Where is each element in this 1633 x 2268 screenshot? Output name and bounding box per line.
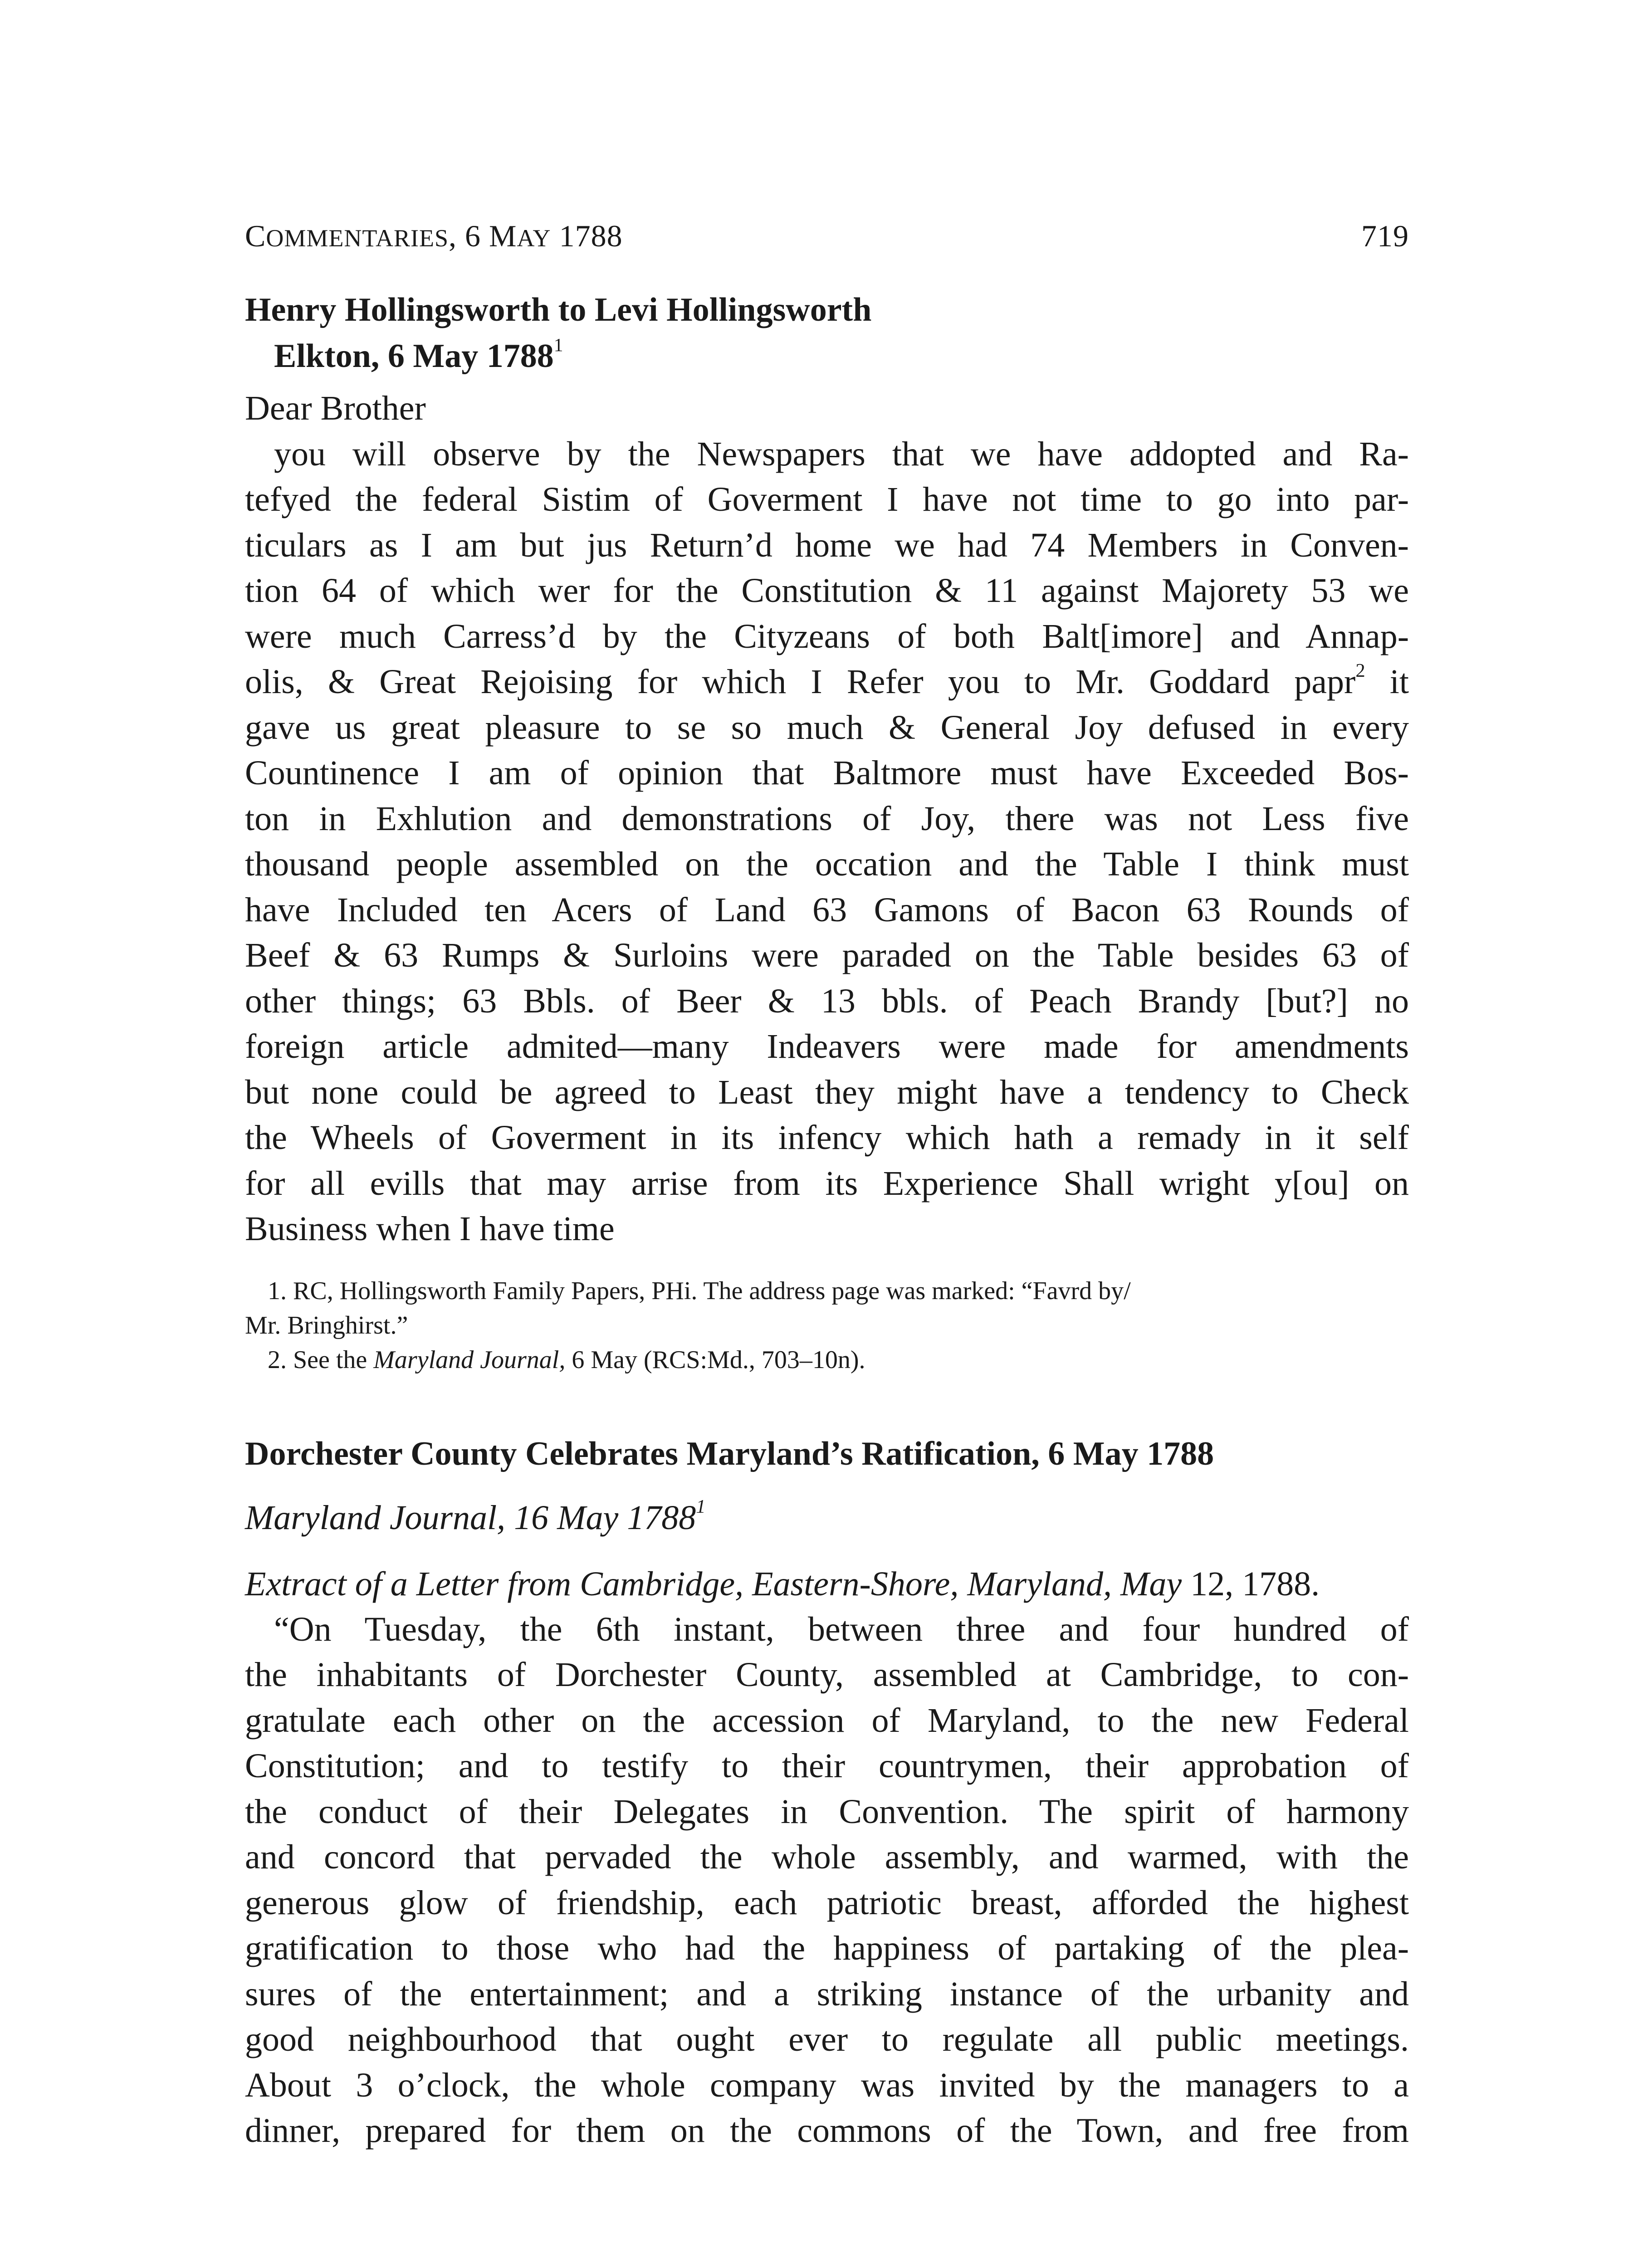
letter-line: thousand people assembled on the occation and the Table I think must xyxy=(245,845,1409,883)
article-heading: Dorchester County Celebrates Maryland’s Ratification, 6 May 1788 xyxy=(245,1435,1214,1472)
article-line: “On Tuesday, the 6th instant, between three and four hundred of xyxy=(274,1610,1409,1648)
article-line: gratification to those who had the happiness of partaking of the plea- xyxy=(245,1929,1409,1967)
article-line: good neighbourhood that ought ever to regulate all public meetings. xyxy=(245,2020,1409,2058)
footnote-mark: 2 xyxy=(1355,660,1365,681)
footnote-mark: 1 xyxy=(553,334,563,355)
letter-line: tefyed the federal Sistim of Goverment I have not time to go into par- xyxy=(245,480,1409,518)
letter-line: other things; 63 Bbls. of Beer & 13 bbls. of Peach Brandy [but?] no xyxy=(245,982,1409,1020)
salutation: Dear Brother xyxy=(245,389,426,427)
footnote-1-line2: Mr. Bringhirst.” xyxy=(245,1311,408,1339)
article-line: and concord that pervaded the whole assembly, and warmed, with the xyxy=(245,1838,1409,1876)
article-line: the inhabitants of Dorchester County, assembled at Cambridge, to con- xyxy=(245,1656,1409,1694)
letter-line: ton in Exhlution and demonstrations of Joy, there was not Less five xyxy=(245,799,1409,838)
letter-line: foreign article admited—many Indeavers were made for amendments xyxy=(245,1027,1409,1066)
letter-heading-line1: Henry Hollingsworth to Levi Hollingsworth xyxy=(245,291,872,328)
footnote-1-line1: 1. RC, Hollingsworth Family Papers, PHi. The address page was marked: “Favrd by/ xyxy=(268,1276,1131,1305)
article-line: dinner, prepared for them on the commons of the Town, and free from xyxy=(245,2112,1409,2150)
letter-line: have Included ten Acers of Land 63 Gamons of Bacon 63 Rounds of xyxy=(245,890,1409,929)
letter-body xyxy=(245,431,1409,1252)
letter-line: but none could be agreed to Least they might have a tendency to Check xyxy=(245,1073,1409,1111)
extract-line: Extract of a Letter from Cambridge, Eastern-Shore, Maryland, May 12, 1788. xyxy=(245,1564,1320,1603)
letter-heading xyxy=(245,287,1409,379)
article-source: Maryland Journal, 16 May 1788$^1$ xyxy=(245,1496,706,1537)
article-line: About 3 o’clock, the whole company was invited by the managers to a xyxy=(245,2066,1409,2104)
letter-line: tion 64 of which wer for the Constitution & 11 against Majorety 53 we xyxy=(245,572,1409,610)
article-line: Constitution; and to testify to their countrymen, their approbation of xyxy=(245,1747,1409,1785)
letter-line: gave us great pleasure to se so much & General Joy defused in every xyxy=(245,708,1409,747)
letter-line: olis, & Great Rejoising for which I Refer you to Mr. Goddard papr$^2$ it xyxy=(245,660,1409,701)
article-line: gratulate each other on the accession of Maryland, to the new Federal xyxy=(245,1701,1409,1740)
letter-line: ticulars as I am but jus Return’d home we had 74 Members in Conven- xyxy=(245,526,1409,564)
letter-line: for all evills that may arrise from its Experience Shall wright y[ou] on xyxy=(245,1164,1409,1202)
footnote-2: 2. See the Maryland Journal, 6 May (RCS:Md., 703–10n). xyxy=(268,1345,865,1374)
page-number: 719 xyxy=(1361,219,1409,253)
letter-line: the Wheels of Goverment in its infency which hath a remady in it self xyxy=(245,1119,1409,1157)
article-body xyxy=(245,1607,1409,2154)
letter-line: Business when I have time xyxy=(245,1210,615,1248)
article-line: the conduct of their Delegates in Convention. The spirit of harmony xyxy=(245,1792,1409,1831)
letter-line: were much Carress’d by the Cityzeans of both Balt[imore] and Annap- xyxy=(245,617,1409,655)
article-line: generous glow of friendship, each patriotic breast, afforded the highest xyxy=(245,1883,1409,1922)
letter-line: you will observe by the Newspapers that we have addopted and Ra- xyxy=(274,435,1409,473)
footnote-mark: 1 xyxy=(696,1496,706,1517)
footnotes xyxy=(245,1274,1409,1377)
article-line: sures of the entertainment; and a striking instance of the urbanity and xyxy=(245,1975,1409,2013)
page xyxy=(245,213,1409,2154)
running-head-title: COMMENTARIES, 6 MAY 1788 xyxy=(245,219,623,253)
running-head xyxy=(245,213,1409,259)
letter-line: Beef & 63 Rumps & Surloins were paraded on the Table besides 63 of xyxy=(245,936,1409,974)
letter-line: Countinence I am of opinion that Baltmore must have Exceeded Bos- xyxy=(245,754,1409,792)
letter-heading-line2: Elkton, 6 May 1788$^1$ xyxy=(274,334,563,375)
